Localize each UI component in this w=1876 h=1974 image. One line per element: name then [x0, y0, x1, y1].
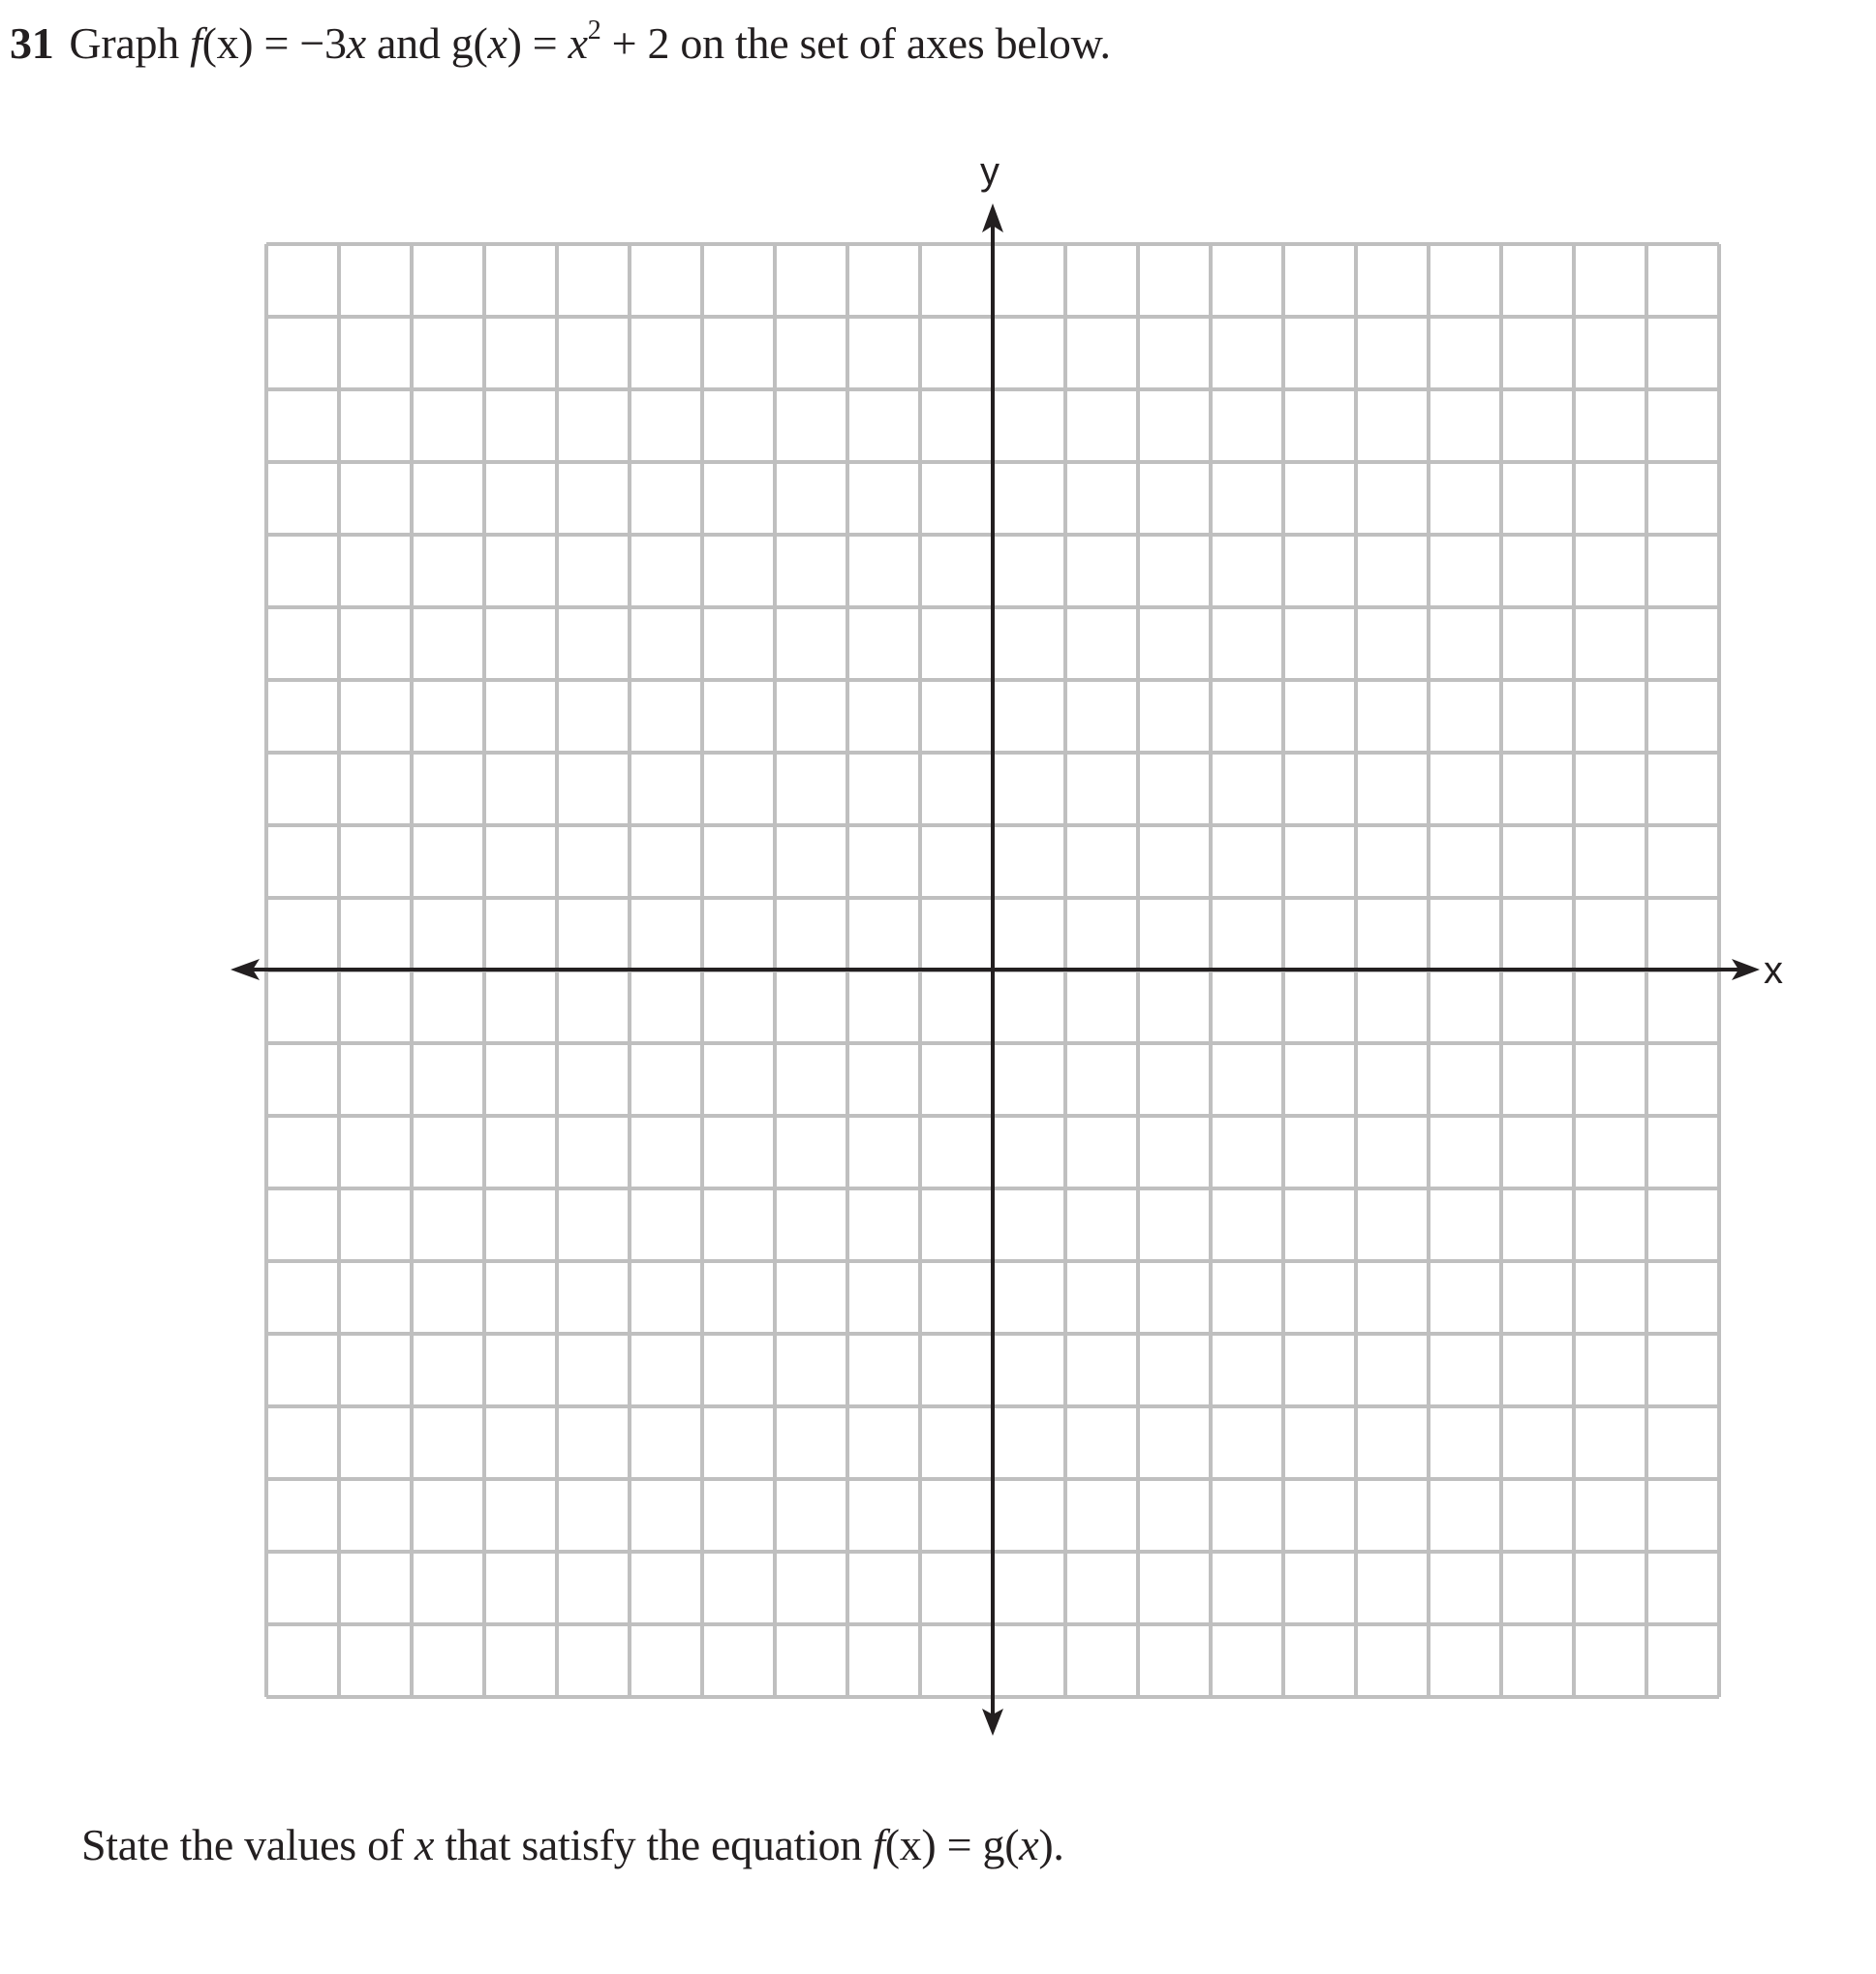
answer-prompt: [81, 1820, 1064, 1869]
prompt-text-2: that satisfy the equation: [434, 1820, 874, 1869]
g-variable: x: [487, 18, 507, 68]
x-axis-label: x: [1764, 949, 1783, 992]
question-tail: + 2 on the set of axes below.: [600, 18, 1111, 68]
prompt-end: ).: [1038, 1820, 1064, 1869]
prompt-text: State the values of: [81, 1820, 415, 1869]
prompt-equals: = g(: [936, 1820, 1020, 1869]
prompt-f: f: [873, 1820, 885, 1869]
prompt-g-variable: x: [1019, 1820, 1039, 1869]
g-equals: ) =: [507, 18, 569, 68]
prompt-f-arg: (x): [884, 1820, 937, 1869]
question-number: 31: [10, 18, 54, 68]
f-name: f: [190, 18, 202, 68]
and-g: and g(: [365, 18, 488, 68]
prompt-variable: x: [415, 1820, 435, 1869]
y-axis-label: y: [980, 150, 1000, 193]
f-arg: (x): [201, 18, 254, 68]
x-axis: [231, 959, 1760, 980]
g-base: x: [568, 18, 588, 68]
question-intro: Graph: [69, 18, 179, 68]
f-variable: x: [346, 18, 366, 68]
f-definition: = −3: [253, 18, 347, 68]
g-exponent: 2: [587, 15, 601, 46]
